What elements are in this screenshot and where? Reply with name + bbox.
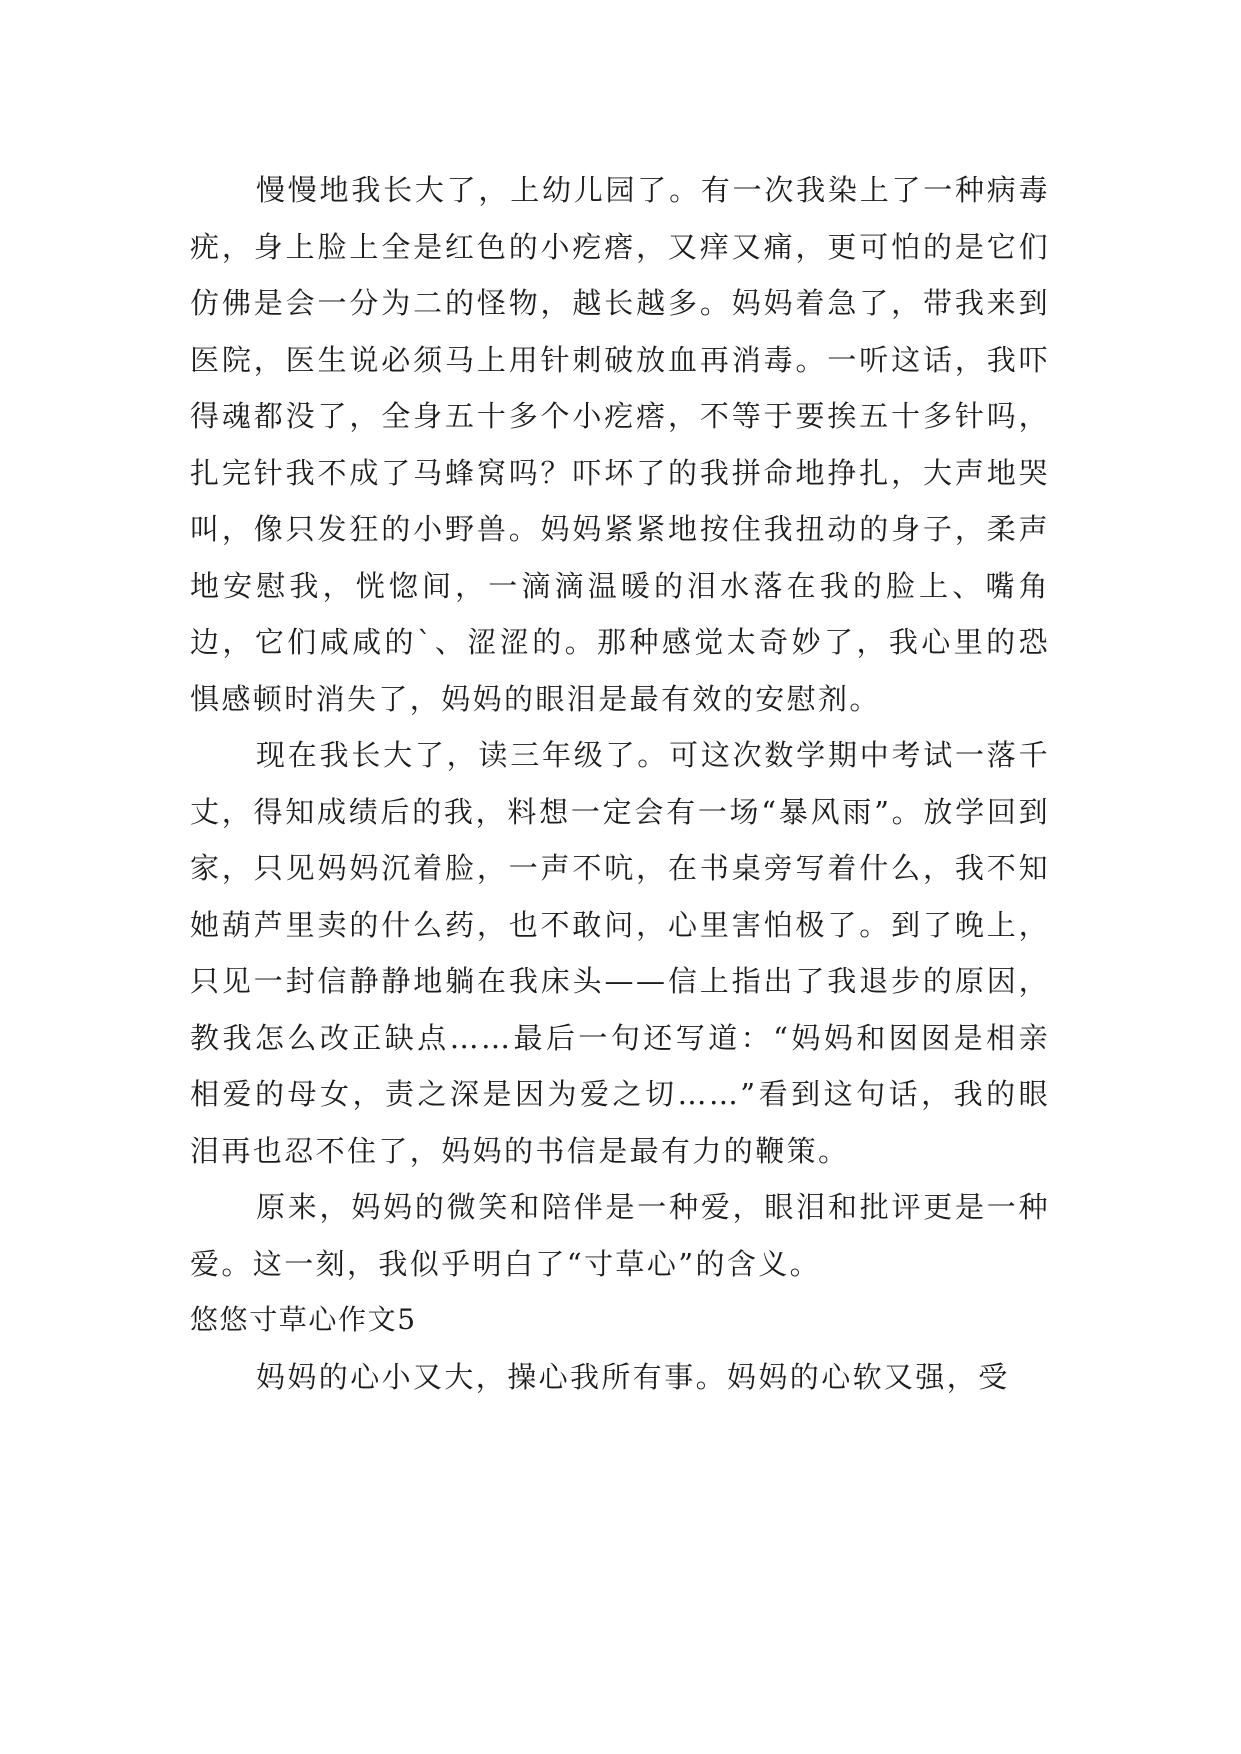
paragraph-letter: 现在我长大了，读三年级了。可这次数学期中考试一落千丈，得知成绩后的我，料想一定会有一场“暴风雨”。放学回到家，只见妈妈沉着脸，一声不吭，在书桌旁写着什么，我不知她葫芦里卖的什么药，也不敢问，心里害怕极了。到了晚上，只见一封信静静地躺在我床头——信上指出了我退步的原因，教我怎么改正缺点……最后一句还写道：“妈妈和囡囡是相亲相爱的母女，责之深是因为爱之切……”看到这句话，我的眼泪再也忍不住了，妈妈的书信是最有力的鞭策。: [190, 738, 1050, 1168]
paragraph-sick: 慢慢地我长大了，上幼儿园了。有一次我染上了一种病毒疣，身上脸上全是红色的小疙瘩，又痒又痛，更可怕的是它们仿佛是会一分为二的怪物，越长越多。妈妈着急了，带我来到医院，医生说必须马上用针刺破放血再消毒。一听这话，我吓得魂都没了，全身五十多个小疙瘩，不等于要挨五十多针吗，扎完针我不成了马蜂窝吗？吓坏了的我拼命地挣扎，大声地哭叫，像只发狂的小野兽。妈妈紧紧地按住我扭动的身子，柔声地安慰我，恍惚间，一滴滴温暖的泪水落在我的脸上、嘴角边，它们咸咸的`、涩涩的。那种感觉太奇妙了，我心里的恐惧感顿时消失了，妈妈的眼泪是最有效的安慰剂。: [190, 173, 1050, 716]
document-body: [190, 162, 1050, 1405]
essay-heading: 悠悠寸草心作文5: [190, 1303, 417, 1336]
paragraph-conclusion: 原来，妈妈的微笑和陪伴是一种爱，眼泪和批评更是一种爱。这一刻，我似乎明白了“寸草心”的含义。: [190, 1190, 1050, 1281]
paragraph-final: 妈妈的心小又大，操心我所有事。妈妈的心软又强，受: [256, 1359, 1010, 1394]
